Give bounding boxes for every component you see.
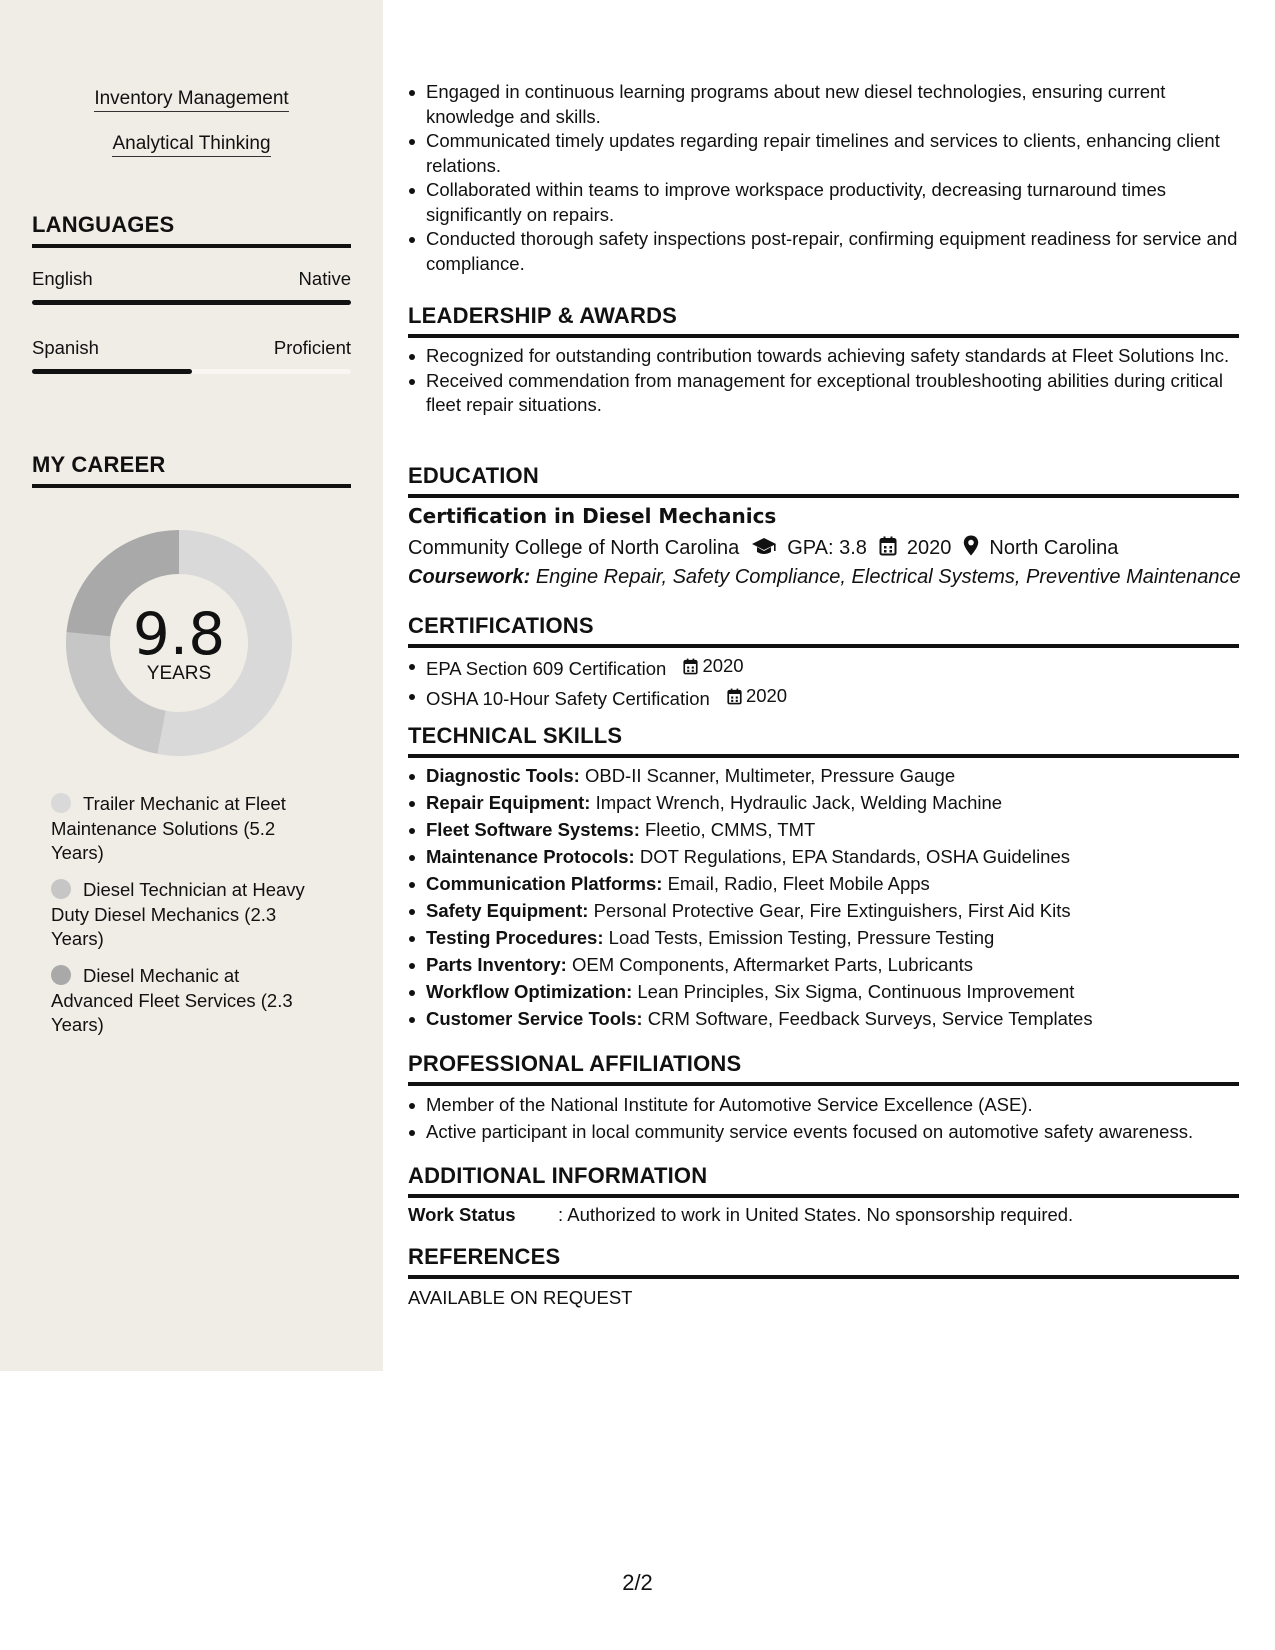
certifications-heading: CERTIFICATIONS (408, 613, 1239, 648)
school-name: Community College of North Carolina (408, 537, 740, 559)
leadership-heading: LEADERSHIP & AWARDS (408, 303, 1239, 338)
list-item: Communicated timely updates regarding repair timelines and services to clients, enhancing client relations. (426, 129, 1257, 178)
skill-item: Safety Equipment: Personal Protective Gear, Fire Extinguishers, First Aid Kits (426, 899, 1257, 924)
coursework (408, 566, 1241, 589)
additional-info-heading: ADDITIONAL INFORMATION (408, 1163, 1239, 1198)
skill-item: Workflow Optimization: Lean Principles, Six Sigma, Continuous Improvement (426, 980, 1257, 1005)
career-dot-icon (51, 879, 71, 899)
skill-item: Customer Service Tools: CRM Software, Feedback Surveys, Service Templates (426, 1007, 1257, 1032)
list-item: Active participant in local community service events focused on automotive safety awareness. (426, 1120, 1257, 1145)
skill-item: Maintenance Protocols: DOT Regulations, EPA Standards, OSHA Guidelines (426, 845, 1257, 870)
list-item: Collaborated within teams to improve workspace productivity, decreasing turnaround times significantly on repairs. (426, 178, 1257, 227)
experience-bullets (408, 80, 1257, 276)
degree-title: Certification in Diesel Mechanics (408, 504, 777, 528)
work-status-label: Work Status (408, 1204, 516, 1225)
education-heading: EDUCATION (408, 463, 1239, 498)
language-row (32, 268, 351, 290)
career-years-label: YEARS (146, 663, 212, 684)
education-location: North Carolina (989, 537, 1119, 559)
career-item: Trailer Mechanic at Fleet Maintenance Solutions (5.2 Years) (51, 793, 286, 863)
coursework-label: Coursework: (408, 566, 531, 588)
skill-item: Testing Procedures: Load Tests, Emission Testing, Pressure Testing (426, 926, 1257, 951)
graduation-cap-icon (751, 536, 777, 562)
skill-item: Repair Equipment: Impact Wrench, Hydraulic Jack, Welding Machine (426, 791, 1257, 816)
calendar-icon (727, 688, 742, 705)
coursework-list: Engine Repair, Safety Compliance, Electrical Systems, Preventive Maintenance (535, 566, 1241, 588)
graduation-year: 2020 (906, 537, 952, 559)
leadership-list (408, 344, 1257, 418)
skill-item: Communication Platforms: Email, Radio, Fleet Mobile Apps (426, 872, 1257, 897)
sidebar (0, 0, 383, 1371)
career-total-years: 9.8 (132, 600, 226, 668)
language-bar-fill (32, 369, 192, 374)
skill-tag: Inventory Management (0, 88, 383, 110)
language-bar (32, 300, 351, 305)
language-level: Proficient (273, 337, 351, 358)
list-item: Engaged in continuous learning programs about new diesel technologies, ensuring current knowledge and skills. (426, 80, 1257, 129)
language-name: Spanish (32, 337, 99, 358)
certification-date: 2020 (683, 654, 743, 679)
affiliations-list (408, 1093, 1257, 1145)
languages-heading: LANGUAGES (32, 212, 351, 248)
references-text: AVAILABLE ON REQUEST (408, 1287, 633, 1308)
affiliations-heading: PROFESSIONAL AFFILIATIONS (408, 1051, 1239, 1086)
education-details (408, 535, 1118, 562)
language-bar-fill (32, 300, 351, 305)
page-number: 2/2 (622, 1570, 653, 1595)
career-item: Diesel Technician at Heavy Duty Diesel Mechanics (2.3 Years) (51, 879, 305, 949)
location-pin-icon (963, 535, 979, 562)
skill-item: Fleet Software Systems: Fleetio, CMMS, TMT (426, 818, 1257, 843)
skill-tag: Analytical Thinking (0, 133, 383, 155)
language-level: Native (298, 268, 351, 289)
references-heading: REFERENCES (408, 1244, 1239, 1279)
list-item: Received commendation from management for exceptional troubleshooting abilities during critical fleet repair situations. (426, 369, 1257, 418)
work-status-row (408, 1204, 1073, 1226)
list-item: Recognized for outstanding contribution towards achieving safety standards at Fleet Solutions Inc. (426, 344, 1257, 369)
list-item: Member of the National Institute for Automotive Service Excellence (ASE). (426, 1093, 1257, 1118)
calendar-icon (683, 658, 698, 675)
gpa: GPA: 3.8 (787, 537, 867, 559)
certification-item: EPA Section 609 Certification 2020 (426, 654, 1257, 681)
career-dot-icon (51, 965, 71, 985)
technical-skills-heading: TECHNICAL SKILLS (408, 723, 1239, 758)
certification-date: 2020 (727, 684, 787, 709)
work-status-value: : Authorized to work in United States. No sponsorship required. (558, 1204, 1074, 1225)
skill-item: Parts Inventory: OEM Components, Aftermarket Parts, Lubricants (426, 953, 1257, 978)
career-heading: MY CAREER (32, 452, 351, 488)
skill-item: Diagnostic Tools: OBD-II Scanner, Multimeter, Pressure Gauge (426, 764, 1257, 789)
certification-item: OSHA 10-Hour Safety Certification 2020 (426, 684, 1257, 711)
language-row (32, 337, 351, 359)
list-item: Conducted thorough safety inspections post-repair, confirming equipment readiness for service and compliance. (426, 227, 1257, 276)
language-bar (32, 369, 351, 374)
certifications-list (408, 654, 1257, 711)
technical-skills-list (408, 764, 1257, 1034)
career-dot-icon (51, 793, 71, 813)
career-item: Diesel Mechanic at Advanced Fleet Services (2.3 Years) (51, 965, 293, 1035)
language-name: English (32, 268, 93, 289)
calendar-icon (879, 536, 897, 562)
